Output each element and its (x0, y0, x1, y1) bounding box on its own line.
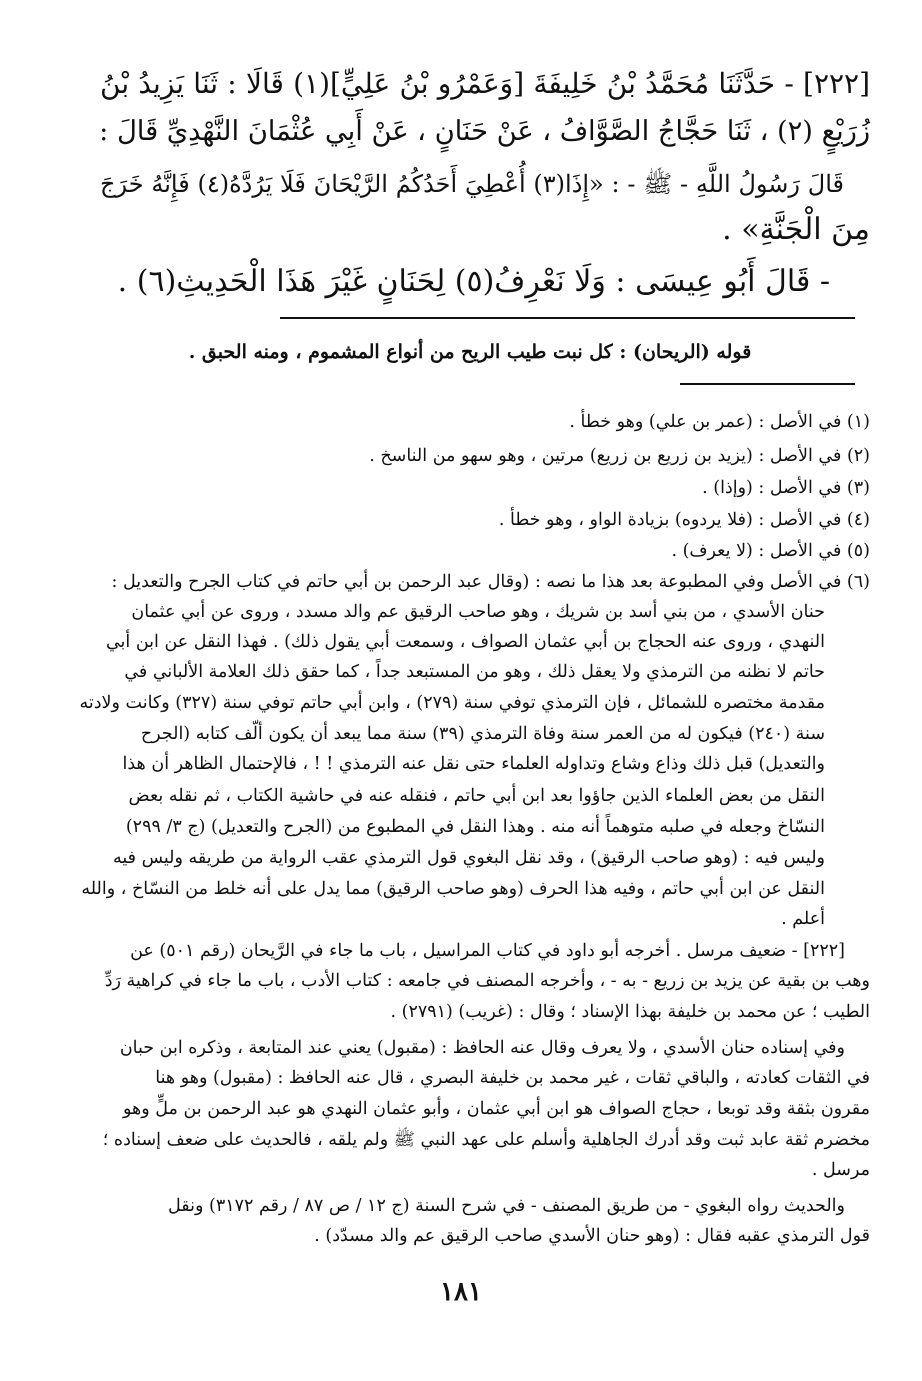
footnote-6-line: حاتم لا نظنه من الترمذي ولا يعقل ذلك ، وهو من المستبعد جداً ، كما حقق ذلك العلامة الألباني في (124, 662, 825, 682)
footnote-6-line: (٦) في الأصل وفي المطبوعة بعد هذا ما نصه : (وقال عبد الرحمن بن أبي حاتم في كتاب الجرح والتعديل : (111, 572, 870, 592)
hadith-line: قَالَ رَسُولُ اللَّهِ - ﷺ - : «إِذَا(٣) أُعْطِيَ أَحَدُكُمُ الرَّيْحَانَ فَلَا يَرُدَّهُ(٤) فَإِنَّهُ خَرَجَ (100, 170, 844, 198)
isnad-line: في الثقات كعادته ، والباقي ثقات ، غير محمد بن خليفة البصري ، قال عنه الحافظ : (مقبول) وهو هنا (155, 1068, 870, 1088)
isnad-line: مخضرم ثقة عابد ثبت وقد أدرك الجاهلية وأسلم على عهد النبي ﷺ ولم يلقه ، فالحديث على ضعف إسناده ؛ (102, 1130, 870, 1150)
hadith-line: - قَالَ أَبُو عِيسَى : وَلَا نَعْرِفُ(٥) لِحَنَانٍ غَيْرَ هَذَا الْحَدِيثِ(٦) . (117, 264, 830, 299)
isnad-line: مرسل . (811, 1160, 870, 1180)
footnote: (٢) في الأصل : (يزيد بن زريع بن زريع) مرتين ، وهو سهو من الناسخ . (369, 446, 870, 466)
isnad-line: مقرون بثقة وقد توبعا ، حجاج الصواف هو ابن أبي عثمان ، وأبو عثمان النهدي هو عبد الرحمن بن ملٍّ وهو (123, 1099, 870, 1119)
hadith-line: زُرَيْعٍ (٢) ، ثَنَا حَجَّاجُ الصَّوَّافُ ، عَنْ حَنَانٍ ، عَنْ أَبِي عُثْمَانَ النَّهْدِيِّ قَالَ : (99, 116, 870, 147)
footnote: (١) في الأصل : (عمر بن علي) وهو خطأ . (569, 412, 870, 432)
baghawi-line: قول الترمذي عقبه فقال : (وهو حنان الأسدي صاحب الرقيق عم والد مسدّد) . (314, 1226, 870, 1246)
footnote-6-line: مقدمة مختصره للشمائل ، فإن الترمذي توفي سنة (٢٧٩) ، وابن أبي حاتم توفي سنة (٣٢٧) وكانت ولادته (79, 693, 825, 713)
takhrij-line: [٢٢٢] - ضعيف مرسل . أخرجه أبو داود في كتاب المراسيل ، باب ما جاء في الرَّيحان (رقم ٥٠١) عن (130, 941, 845, 961)
footnote-6-line: وليس فيه : (وهو صاحب الرقيق) ، وقد نقل البغوي قول الترمذي عقب الرواية من طريقه وليس فيه (113, 848, 825, 868)
footnote: (٣) في الأصل : (وإذا) . (702, 478, 870, 498)
footnote-6-line: النقل عن ابن أبي حاتم ، وفيه هذا الحرف (وهو صاحب الرقيق) مما يدل على أنه خلط من النسّاخ ، والله (81, 879, 825, 899)
page-number: ١٨١ (440, 1277, 482, 1307)
footnote-6-line: النسّاخ وجعله في صلبه متوهماً أنه منه . وهذا النقل في المطبوع من (الجرح والتعديل) (ج ٣/ ٢٩٩) (125, 817, 825, 837)
takhrij-line: الطيب ؛ عن محمد بن خليفة بهذا الإسناد ؛ وقال : (غريب) (٢٧٩١) . (390, 1002, 870, 1022)
hadith-line: [٢٢٢] - حَدَّثَنَا مُحَمَّدُ بْنُ خَلِيفَةَ [وَعَمْرُو بْنُ عَلِيٍّ](١) قَالَا : ثَنَا يَزِيدُ بْنُ (100, 67, 871, 100)
footnote-6-line: سنة (٢٤٠) فيكون له من العمر سنة وفاة الترمذي (٣٩) سنة مما يبعد أن يكون ألّف كتابه (الجرح (140, 724, 825, 744)
gloss-note: قوله (الريحان) : كل نبت طيب الريح من أنواع المشموم ، ومنه الحبق . (188, 341, 752, 363)
hadith-line: مِنَ الْجَنَّةِ» . (722, 212, 870, 247)
footnote-6-line: حنان الأسدي ، من بني أسد بن شريك ، وهو صاحب الرقيق عم والد مسدد ، وروى عن أبي عثمان (131, 602, 825, 622)
section-divider (280, 317, 855, 319)
footnote: (٥) في الأصل : (لا يعرف) . (671, 541, 870, 561)
footnote-6-line: والتعديل) قبل ذلك وذاع وشاع وتداوله العلماء حتى نقل عنه الترمذي ! ! ، فالإحتمال الظاهر أن هذا (122, 754, 825, 774)
takhrij-line: وهب بن بقية عن يزيد بن زريع - به - ، وأخرجه المصنف في جامعه : كتاب الأدب ، باب ما جاء في كراهية رَدِّ (104, 971, 870, 991)
baghawi-line: والحديث رواه البغوي - من طريق المصنف - في شرح السنة (ج ١٢ / ص ٨٧ / رقم ٣١٧٢) ونقل (167, 1196, 845, 1216)
footnote-6-line: النقل من بعض العلماء الذين جاؤوا بعد ابن أبي حاتم ، فنقله عنه في حاشية الكتاب ، ثم نقله بعض (128, 786, 825, 806)
footnote-6-line: أعلم . (781, 909, 825, 929)
isnad-line: وفي إسناده حنان الأسدي ، ولا يعرف وقال عنه الحافظ : (مقبول) يعني عند المتابعة ، وذكره ابن حبان (119, 1038, 845, 1058)
footnote-6-line: النهدي ، وروى عنه الحجاج بن أبي عثمان الصواف ، وسمعت أبي يقول ذلك) . فهذا النقل عن ابن أبي (105, 632, 825, 652)
footnote: (٤) في الأصل : (فلا يردوه) بزيادة الواو ، وهو خطأ . (498, 510, 870, 530)
footnote-divider (680, 383, 855, 385)
